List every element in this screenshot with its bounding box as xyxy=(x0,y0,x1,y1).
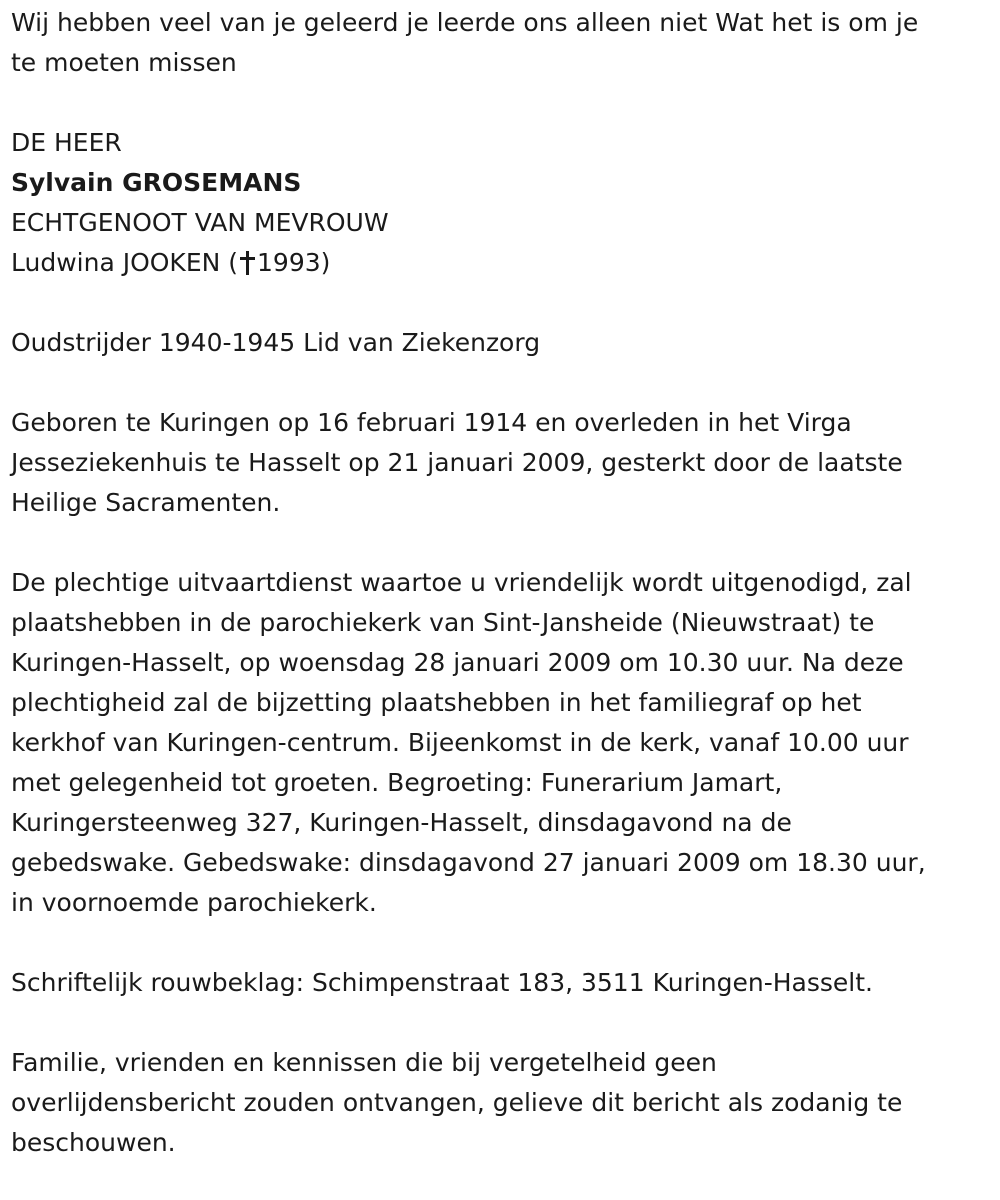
paragraph-line: De plechtige uitvaartdienst waartoe u vriendelijk wordt uitgenodigd, zal xyxy=(11,568,912,597)
paragraph-line: Geboren te Kuringen op 16 februari 1914 en overleden in het Virga xyxy=(11,408,852,437)
paragraph-line: Jesseziekenhuis te Hasselt op 21 januari 2009, gesterkt door de laatste xyxy=(11,448,903,477)
spacer xyxy=(11,1003,988,1043)
deceased-name: Sylvain GROSEMANS xyxy=(11,168,302,197)
paragraph-line: plaatshebben in de parochiekerk van Sint-Jansheide (Nieuwstraat) te xyxy=(11,608,875,637)
paragraph-line: Heilige Sacramenten. xyxy=(11,488,281,517)
spouse-name: Ludwina JOOKEN ( xyxy=(11,248,239,277)
paragraph-line: plechtigheid zal de bijzetting plaatshebben in het familiegraf op het xyxy=(11,688,862,717)
motto-line: Wij hebben veel van je geleerd je leerde ons alleen niet Wat het is om je xyxy=(11,8,919,37)
spouse-line xyxy=(11,243,988,283)
motto xyxy=(11,3,988,83)
paragraph-line: Kuringen-Hasselt, op woensdag 28 januari 2009 om 10.30 uur. Na deze xyxy=(11,648,904,677)
paragraph-line: overlijdensbericht zouden ontvangen, gelieve dit bericht als zodanig te xyxy=(11,1088,903,1117)
spacer xyxy=(11,923,988,963)
roles-text: Oudstrijder 1940-1945 Lid van Ziekenzorg xyxy=(11,328,541,357)
paragraph-line: in voornoemde parochiekerk. xyxy=(11,888,377,917)
birth-death-paragraph xyxy=(11,403,988,523)
paragraph-line: beschouwen. xyxy=(11,1128,176,1157)
closing-paragraph xyxy=(11,1043,988,1163)
condolences-text: Schriftelijk rouwbeklag: Schimpenstraat 183, 3511 Kuringen-Hasselt. xyxy=(11,968,873,997)
motto-line: te moeten missen xyxy=(11,48,237,77)
spacer xyxy=(11,363,988,403)
latin-cross-icon xyxy=(240,250,254,275)
paragraph-line: met gelegenheid tot groeten. Begroeting: Funerarium Jamart, xyxy=(11,768,783,797)
paragraph-line: gebedswake. Gebedswake: dinsdagavond 27 januari 2009 om 18.30 uur, xyxy=(11,848,926,877)
paragraph-line: Familie, vrienden en kennissen die bij vergetelheid geen xyxy=(11,1048,717,1077)
spouse-death-year: 1993) xyxy=(257,248,331,277)
condolences xyxy=(11,963,988,1003)
deceased-header xyxy=(11,123,988,283)
spacer xyxy=(11,283,988,323)
roles xyxy=(11,323,988,363)
spacer xyxy=(11,83,988,123)
paragraph-line: kerkhof van Kuringen-centrum. Bijeenkomst in de kerk, vanaf 10.00 uur xyxy=(11,728,909,757)
spouse-intro: ECHTGENOOT VAN MEVROUW xyxy=(11,208,389,237)
funeral-paragraph xyxy=(11,563,988,923)
paragraph-line: Kuringersteenweg 327, Kuringen-Hasselt, dinsdagavond na de xyxy=(11,808,792,837)
spacer xyxy=(11,523,988,563)
title-line: DE HEER xyxy=(11,128,122,157)
